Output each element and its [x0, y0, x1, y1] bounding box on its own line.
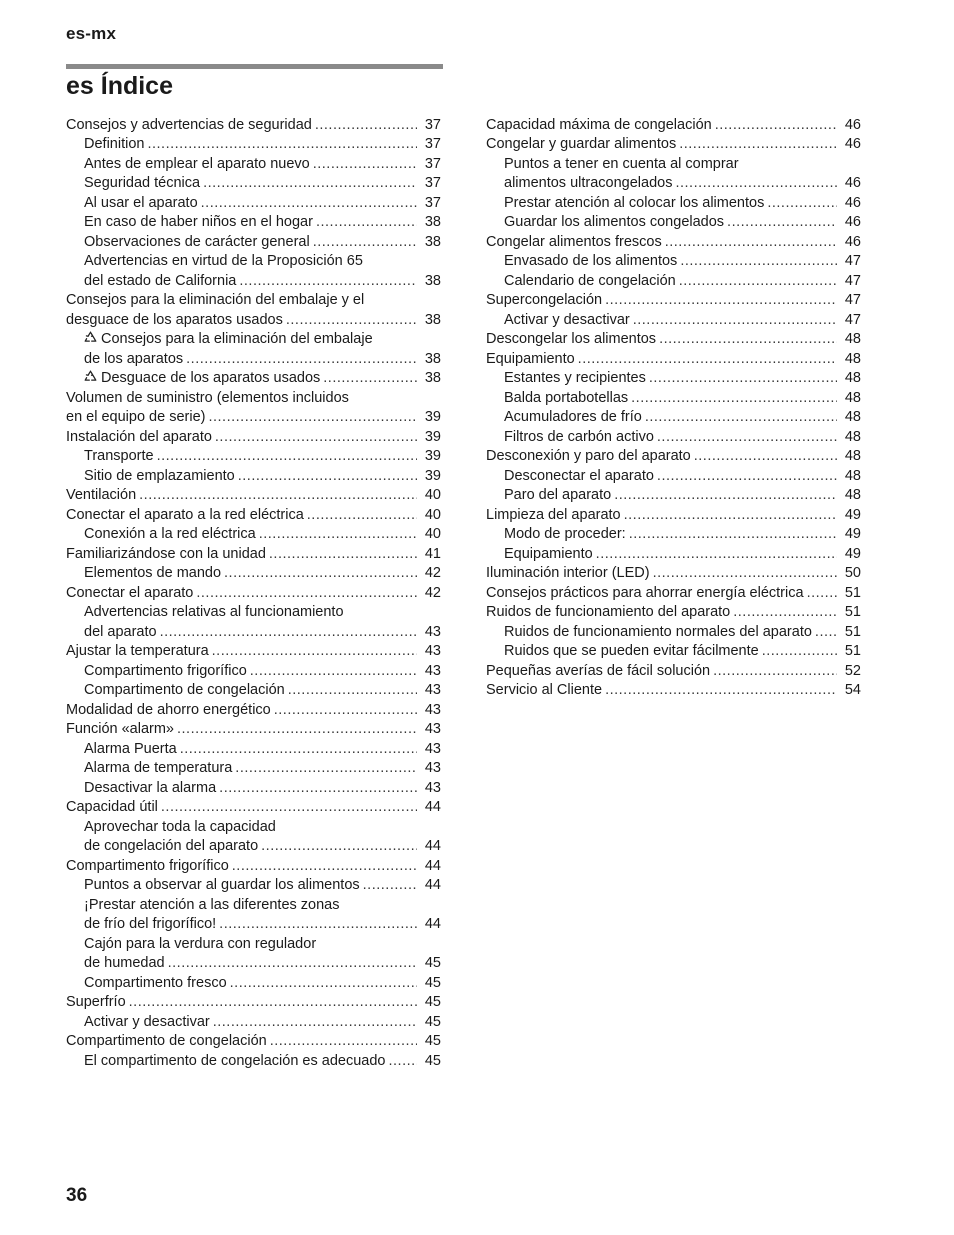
dot-leader	[762, 642, 837, 662]
toc-entry-title: Capacidad útil	[66, 799, 158, 815]
toc-entry-title-line: Consejos para la eliminación del embalaje y el	[66, 292, 365, 308]
toc-page-number: 43	[424, 623, 441, 640]
toc-page-number: 45	[424, 974, 441, 991]
toc-entry	[66, 389, 441, 428]
toc-entry-title: Compartimento frigorífico	[84, 662, 247, 679]
toc-entry-title-line: Advertencias relativas al funcionamiento	[84, 604, 344, 620]
toc-entry-title: Guardar los alimentos congelados	[504, 214, 725, 230]
dot-leader	[196, 584, 417, 604]
toc-entry	[66, 720, 441, 740]
toc-entry-title: alimentos ultracongelados	[504, 175, 673, 191]
toc-entry-title: Activar y desactivar	[84, 1013, 210, 1030]
dot-leader	[269, 545, 417, 565]
dot-leader	[161, 798, 417, 818]
toc-entry	[66, 525, 441, 545]
toc-entry-title-line: ¡Prestar atención a las diferentes zonas	[84, 896, 340, 913]
toc-entry-title: Elementos de mando	[84, 565, 222, 581]
toc-page-number: 43	[424, 682, 441, 698]
toc-entry-title: Compartimento de congelación	[84, 682, 285, 698]
toc-entry	[486, 681, 861, 701]
toc-entry	[66, 291, 441, 330]
toc-entry-title: Superfrío	[66, 994, 126, 1010]
toc-entry	[486, 564, 861, 584]
dot-leader	[614, 486, 837, 506]
toc-entry	[66, 486, 441, 506]
dot-leader	[232, 857, 417, 877]
toc-page-number: 50	[844, 565, 861, 581]
toc-entry-title: Filtros de carbón activo	[504, 428, 654, 445]
toc-entry-title: Prestar atención al colocar los alimentos	[504, 194, 765, 211]
dot-leader	[388, 1052, 417, 1072]
dot-leader	[659, 330, 837, 350]
toc-entry-title: Modo de proceder:	[504, 526, 626, 542]
toc-page-number: 46	[844, 175, 861, 191]
dot-leader	[767, 194, 837, 214]
toc-entry-title: Descongelar los alimentos	[486, 331, 657, 347]
toc-page-number: 54	[844, 682, 861, 698]
dot-leader	[180, 740, 417, 760]
toc-entry-title: de congelación del aparato	[84, 838, 259, 854]
toc-entry	[66, 857, 441, 877]
dot-leader	[633, 311, 837, 331]
toc-entry	[486, 155, 861, 194]
page-title: es Índice	[66, 72, 173, 100]
toc-page-number: 46	[844, 233, 861, 250]
toc-column-right	[486, 116, 861, 701]
toc-page-number: 42	[424, 584, 441, 601]
toc-entry	[486, 135, 861, 155]
toc-page-number: 47	[844, 292, 861, 308]
toc-page-number: 48	[844, 350, 861, 367]
toc-entry-title: Iluminación interior (LED)	[486, 565, 650, 581]
toc-entry-title: El compartimento de congelación es adecuado	[84, 1052, 386, 1069]
toc-page-number: 44	[424, 916, 441, 932]
toc-page-number: 46	[844, 214, 861, 230]
toc-entry-title: Equipamiento	[504, 545, 593, 562]
toc-entry-title: Alarma Puerta	[84, 740, 177, 757]
toc-page-number: 51	[844, 584, 861, 601]
toc-page-number: 46	[844, 136, 861, 152]
toc-entry-title: Congelar alimentos frescos	[486, 233, 662, 250]
toc-entry	[486, 233, 861, 253]
dot-leader	[261, 837, 417, 857]
toc-entry-title: en el equipo de serie)	[66, 409, 206, 425]
toc-entry-title-line: Puntos a tener en cuenta al comprar	[504, 155, 739, 172]
recycle-icon	[84, 370, 97, 383]
dot-leader	[605, 291, 837, 311]
dot-leader	[139, 486, 417, 506]
toc-entry-title: Observaciones de carácter general	[84, 233, 310, 250]
dot-leader	[160, 623, 417, 643]
toc-entry-title-line: Consejos para la eliminación del embalaje	[84, 330, 441, 350]
toc-page-number: 40	[424, 487, 441, 503]
dot-leader	[675, 174, 837, 194]
toc-entry-title: Antes de emplear el aparato nuevo	[84, 155, 310, 172]
toc-entry-title: Envasado de los alimentos	[504, 253, 678, 269]
toc-page-number: 49	[844, 506, 861, 523]
toc-entry	[66, 740, 441, 760]
toc-page-number: 46	[844, 116, 861, 133]
toc-entry-title: Sitio de emplazamiento	[84, 467, 235, 484]
toc-entry-title: Desconexión y paro del aparato	[486, 448, 691, 464]
toc-entry	[486, 642, 861, 662]
toc-entry	[66, 213, 441, 233]
toc-entry	[486, 408, 861, 428]
title-rule	[66, 64, 443, 69]
toc-entry	[486, 428, 861, 448]
toc-entry	[66, 603, 441, 642]
dot-leader	[679, 272, 837, 292]
toc-entry-title: Compartimento fresco	[84, 974, 227, 991]
toc-entry	[486, 584, 861, 604]
dot-leader	[224, 564, 417, 584]
toc-entry	[486, 623, 861, 643]
toc-page-number: 49	[844, 526, 861, 542]
toc-page-number: 43	[424, 643, 441, 659]
toc-entry-title-line: Aprovechar toda la capacidad	[84, 818, 276, 835]
dot-leader	[168, 954, 417, 974]
dot-leader	[177, 720, 417, 740]
dot-leader	[605, 681, 837, 701]
dot-leader	[807, 584, 837, 604]
toc-entry-title-line: Advertencias en virtud de la Proposición 65	[84, 253, 363, 269]
toc-entry	[66, 662, 441, 682]
toc-entry-title: de humedad	[84, 955, 165, 971]
toc-page-number: 48	[844, 448, 861, 464]
toc-page-number: 38	[424, 272, 441, 289]
dot-leader	[201, 194, 417, 214]
toc-entry	[486, 116, 861, 136]
toc-page-number: 43	[424, 721, 441, 737]
toc-page-number: 45	[424, 1013, 441, 1030]
toc-entry	[486, 525, 861, 545]
dot-leader	[203, 174, 417, 194]
toc-entry-title: Puntos a observar al guardar los alimentos	[84, 877, 360, 893]
dot-leader	[680, 252, 837, 272]
dot-leader	[213, 1013, 417, 1033]
toc-entry	[66, 564, 441, 584]
toc-page-number: 44	[424, 857, 441, 874]
toc-page-number: 51	[844, 604, 861, 620]
toc-entry-title: Ruidos de funcionamiento normales del aparato	[504, 623, 812, 640]
dot-leader	[713, 662, 837, 682]
toc-entry	[486, 311, 861, 331]
toc-page-number: 39	[424, 467, 441, 484]
toc-entry-title: Ruidos que se pueden evitar fácilmente	[504, 643, 759, 659]
toc-entry	[66, 681, 441, 701]
toc-entry-title: Definition	[84, 136, 145, 152]
toc-page-number: 47	[844, 272, 861, 289]
dot-leader	[307, 506, 417, 526]
toc-entry-title: Limpieza del aparato	[486, 506, 621, 523]
toc-entry-title: Conexión a la red eléctrica	[84, 526, 256, 542]
toc-entry	[66, 545, 441, 565]
toc-page-number: 44	[424, 799, 441, 815]
toc-entry-title: Compartimento de congelación	[66, 1033, 267, 1049]
dot-leader	[631, 389, 837, 409]
toc-entry	[66, 252, 441, 291]
toc-page-number: 49	[844, 545, 861, 562]
toc-entry	[66, 506, 441, 526]
dot-leader	[363, 876, 417, 896]
dot-leader	[578, 350, 837, 370]
toc-page-number: 48	[844, 428, 861, 445]
toc-column-left	[66, 116, 441, 1072]
toc-entry-title: Capacidad máxima de congelación	[486, 116, 712, 133]
toc-entry	[66, 642, 441, 662]
toc-entry	[66, 798, 441, 818]
toc-entry	[486, 272, 861, 292]
page-number: 36	[66, 1185, 88, 1206]
toc-page-number: 39	[424, 409, 441, 425]
toc-entry-title: Ajustar la temperatura	[66, 643, 209, 659]
toc-page-number: 40	[424, 526, 441, 542]
toc-page-number: 43	[424, 740, 441, 757]
toc-entry	[66, 896, 441, 935]
dot-leader	[230, 974, 417, 994]
toc-entry-title: Al usar el aparato	[84, 194, 198, 211]
dot-leader	[147, 135, 417, 155]
dot-leader	[270, 1032, 417, 1052]
toc-page-number: 37	[424, 175, 441, 191]
toc-entry	[66, 467, 441, 487]
toc-page-number: 46	[844, 194, 861, 211]
dot-leader	[649, 369, 837, 389]
dot-leader	[694, 447, 837, 467]
toc-entry-title: Activar y desactivar	[504, 311, 630, 328]
toc-entry	[486, 447, 861, 467]
dot-leader	[219, 779, 417, 799]
dot-leader	[219, 915, 417, 935]
dot-leader	[313, 155, 417, 175]
toc-entry	[486, 389, 861, 409]
toc-entry	[486, 603, 861, 623]
dot-leader	[733, 603, 837, 623]
toc-page-number: 41	[424, 545, 441, 562]
toc-page-number: 40	[424, 506, 441, 523]
toc-page-number: 51	[844, 623, 861, 640]
dot-leader	[315, 116, 417, 136]
toc-entry	[486, 545, 861, 565]
toc-page-number: 38	[424, 350, 441, 367]
toc-page-number: 39	[424, 448, 441, 464]
toc-entry	[66, 447, 441, 467]
toc-entry-title: Desactivar la alarma	[84, 779, 217, 796]
toc-page-number: 44	[424, 877, 441, 893]
toc-page-number: 48	[844, 370, 861, 386]
toc-entry-title-line: Volumen de suministro (elementos incluidos	[66, 389, 349, 406]
toc-page-number: 48	[844, 389, 861, 406]
dot-leader	[288, 681, 417, 701]
toc-entry-title: Ventilación	[66, 487, 137, 503]
toc-entry	[66, 174, 441, 194]
dot-leader	[653, 564, 837, 584]
dot-leader	[629, 525, 837, 545]
toc-entry-title: Supercongelación	[486, 292, 603, 308]
toc-entry	[66, 330, 441, 369]
toc-entry	[66, 584, 441, 604]
toc-page-number: 38	[424, 214, 441, 230]
toc-entry	[66, 1032, 441, 1052]
dot-leader	[715, 116, 837, 136]
toc-entry	[66, 993, 441, 1013]
toc-entry	[486, 467, 861, 487]
dot-leader	[129, 993, 417, 1013]
toc-entry-title: Equipamiento	[486, 350, 575, 367]
toc-page-number: 37	[424, 116, 441, 133]
toc-entry-title: Pequeñas averías de fácil solución	[486, 662, 711, 679]
dot-leader	[157, 447, 417, 467]
toc-entry	[66, 116, 441, 136]
toc-entry-title: Función «alarm»	[66, 721, 174, 737]
dot-leader	[596, 545, 837, 565]
toc-entry	[66, 428, 441, 448]
toc-entry	[66, 701, 441, 721]
toc-page-number: 45	[424, 1033, 441, 1049]
toc-entry-title: Instalación del aparato	[66, 428, 212, 445]
toc-entry-title: Servicio al Cliente	[486, 682, 603, 698]
toc-entry-title: Conectar el aparato a la red eléctrica	[66, 506, 304, 523]
toc-entry	[486, 291, 861, 311]
dot-leader	[235, 759, 417, 779]
toc-entry-title: Ruidos de funcionamiento del aparato	[486, 604, 731, 620]
toc-entry-title-line: Cajón para la verdura con regulador	[84, 935, 317, 952]
dot-leader	[679, 135, 837, 155]
toc-page-number: 39	[424, 428, 441, 445]
toc-entry	[66, 779, 441, 799]
toc-entry	[486, 350, 861, 370]
toc-page-number: 51	[844, 643, 861, 659]
toc-entry	[486, 486, 861, 506]
toc-page-number: 48	[844, 409, 861, 425]
toc-entry-title: Conectar el aparato	[66, 584, 194, 601]
toc-entry-title: Familiarizándose con la unidad	[66, 545, 266, 562]
toc-page-number: 38	[424, 311, 441, 328]
toc-entry-title: Acumuladores de frío	[504, 409, 642, 425]
dot-leader	[259, 525, 417, 545]
toc-entry	[66, 233, 441, 253]
toc-entry-title: Balda portabotellas	[504, 389, 629, 406]
dot-leader	[286, 311, 417, 331]
dot-leader	[657, 428, 837, 448]
toc-entry-title: Modalidad de ahorro energético	[66, 701, 271, 718]
dot-leader	[274, 701, 417, 721]
toc-page-number: 52	[844, 662, 861, 679]
dot-leader	[657, 467, 837, 487]
toc-entry-title: Calendario de congelación	[504, 272, 676, 289]
language-code: es-mx	[66, 24, 117, 43]
toc-page-number: 43	[424, 662, 441, 679]
dot-leader	[665, 233, 837, 253]
toc-entry	[486, 506, 861, 526]
toc-page-number: 44	[424, 838, 441, 854]
toc-page-number: 45	[424, 1052, 441, 1069]
toc-entry-title: de frío del frigorífico!	[84, 916, 217, 932]
toc-entry-title: Consejos y advertencias de seguridad	[66, 116, 312, 133]
toc-entry	[66, 759, 441, 779]
dot-leader	[208, 408, 417, 428]
toc-page-number: 43	[424, 779, 441, 796]
dot-leader	[212, 642, 417, 662]
toc-entry	[486, 662, 861, 682]
dot-leader	[316, 213, 417, 233]
toc-entry-title: del aparato	[84, 623, 157, 640]
toc-entry-title: Transporte	[84, 448, 154, 464]
recycle-icon	[84, 331, 97, 344]
toc-page-number: 48	[844, 467, 861, 484]
toc-entry-title: En caso de haber niños en el hogar	[84, 214, 313, 230]
toc-page-number: 43	[424, 701, 441, 718]
toc-entry	[486, 252, 861, 272]
toc-entry	[66, 935, 441, 974]
toc-entry-title: Consejos prácticos para ahorrar energía eléctrica	[486, 584, 804, 601]
dot-leader	[624, 506, 837, 526]
toc-entry-title: Estantes y recipientes	[504, 370, 646, 386]
toc-entry-title: Desconectar el aparato	[504, 467, 654, 484]
toc-page-number: 42	[424, 565, 441, 581]
toc-page-number: 38	[424, 233, 441, 250]
toc-entry	[66, 1052, 441, 1072]
dot-leader	[250, 662, 417, 682]
dot-leader	[215, 428, 417, 448]
toc-page-number: 48	[844, 331, 861, 347]
toc-entry	[66, 974, 441, 994]
toc-entry-title: Compartimento frigorífico	[66, 857, 229, 874]
dot-leader	[727, 213, 837, 233]
toc-entry-title: desguace de los aparatos usados	[66, 311, 283, 328]
toc-entry-title: Congelar y guardar alimentos	[486, 136, 677, 152]
toc-entry-title: Seguridad técnica	[84, 175, 201, 191]
toc-entry	[486, 369, 861, 389]
toc-page-number: 47	[844, 311, 861, 328]
toc-entry	[66, 369, 441, 389]
dot-leader	[238, 467, 417, 487]
toc-page-number: 38	[424, 370, 441, 386]
toc-page-number: 45	[424, 994, 441, 1010]
toc-page-number: 48	[844, 487, 861, 503]
toc-entry	[66, 155, 441, 175]
toc-page-number: 43	[424, 760, 441, 776]
toc-entry	[66, 194, 441, 214]
toc-page-number: 37	[424, 136, 441, 152]
toc-entry-title: Desguace de los aparatos usados	[84, 369, 320, 389]
toc-entry-title: Alarma de temperatura	[84, 760, 233, 776]
toc-page-number: 37	[424, 194, 441, 211]
toc-entry-title: de los aparatos	[84, 350, 184, 367]
dot-leader	[239, 272, 417, 292]
toc-entry	[486, 213, 861, 233]
toc-entry	[66, 1013, 441, 1033]
toc-entry	[486, 330, 861, 350]
dot-leader	[645, 408, 837, 428]
toc-page-number: 37	[424, 155, 441, 172]
dot-leader	[815, 623, 837, 643]
toc-page-number: 45	[424, 955, 441, 971]
toc-entry	[66, 135, 441, 155]
toc-entry	[66, 876, 441, 896]
toc-entry	[486, 194, 861, 214]
toc-page-number: 47	[844, 253, 861, 269]
toc-entry-title: Paro del aparato	[504, 487, 612, 503]
toc-entry	[66, 818, 441, 857]
dot-leader	[313, 233, 417, 253]
dot-leader	[323, 369, 417, 389]
dot-leader	[186, 350, 417, 370]
toc-entry-title: del estado de California	[84, 272, 237, 289]
